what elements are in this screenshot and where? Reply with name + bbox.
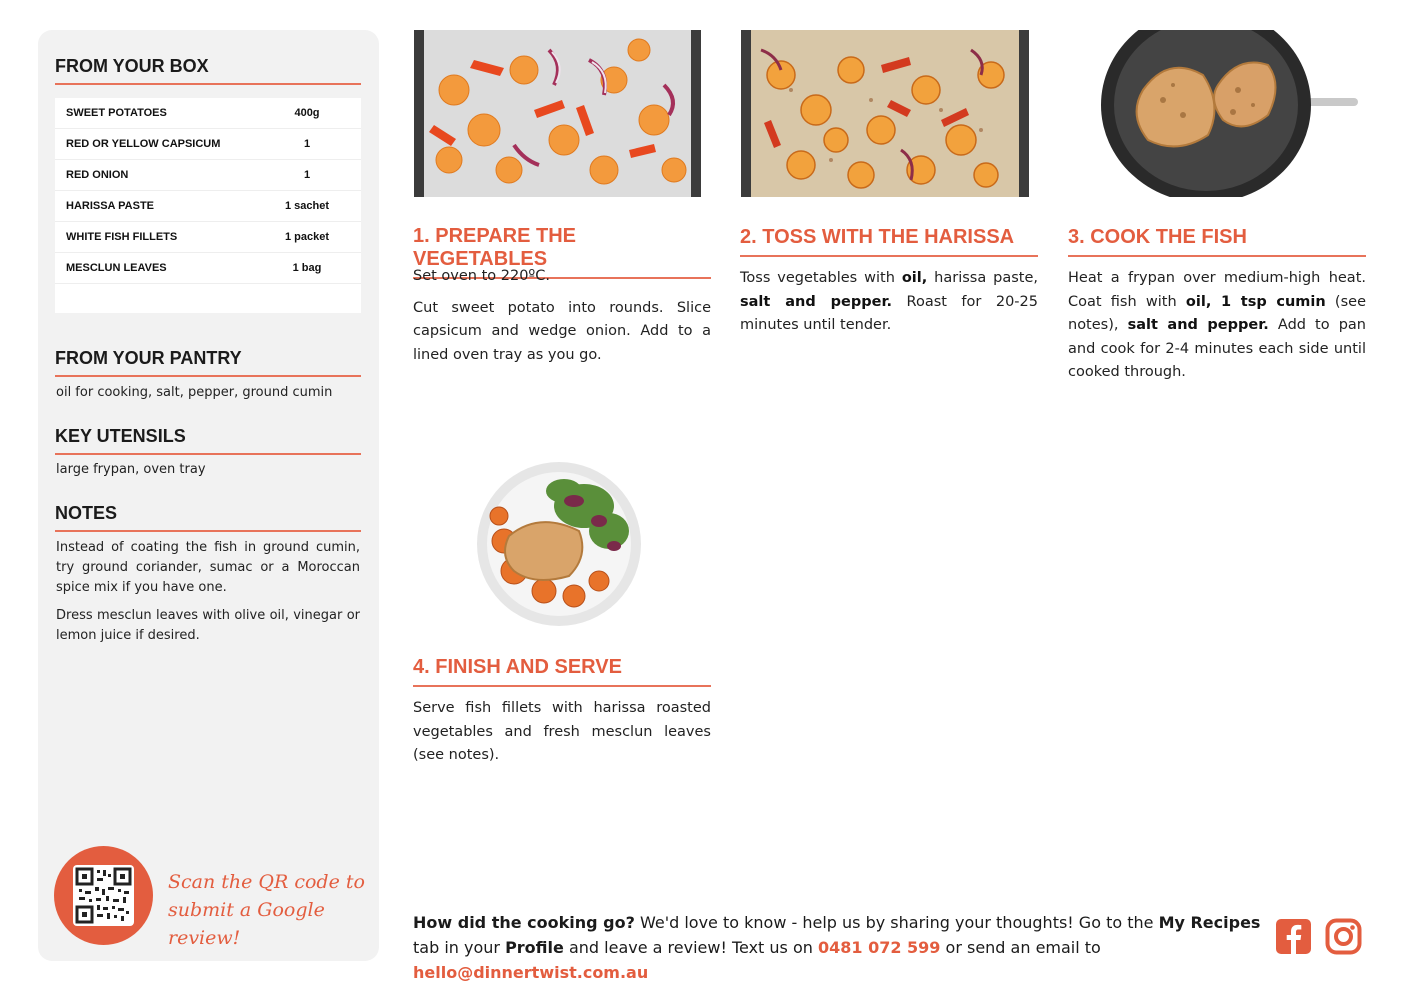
sidebar [38,30,379,961]
ingredient-name: RED ONION [66,169,129,181]
table-row [55,129,361,160]
qr-badge [54,846,153,945]
utensils-text: large frypan, oven tray [56,462,206,477]
step-4-title: 4. FINISH AND SERVE [413,656,711,687]
table-row [55,222,361,253]
key-utensils-heading: KEY UTENSILS [55,426,361,455]
step-2-body [740,267,1038,346]
step-2-photo [741,30,1029,197]
my-recipes-link[interactable]: My Recipes [1158,913,1261,932]
note-2: Dress mesclun leaves with olive oil, vinegar or lemon juice if desired. [56,608,360,643]
email-link[interactable]: hello@dinnertwist.com.au [413,963,649,982]
step-1-title: 1. PREPARE THE VEGETABLES [413,225,711,279]
ingredient-name: RED OR YELLOW CAPSICUM [66,138,221,150]
table-row [55,191,361,222]
step-1-body [413,265,711,375]
facebook-icon[interactable] [1275,918,1312,955]
step-2-title: 2. TOSS WITH THE HARISSA [740,226,1038,257]
phone-link[interactable]: 0481 072 599 [817,938,941,957]
pantry-text: oil for cooking, salt, pepper, ground cumin [56,385,333,400]
ingredients-table [55,98,361,313]
notes-heading: NOTES [55,503,361,532]
step-4-body [413,697,711,776]
step-1-photo [414,30,701,197]
from-your-pantry-heading: FROM YOUR PANTRY [55,348,361,377]
step-3-paragraph: Heat a frypan over medium-high heat. Coat fish with oil, 1 tsp cumin (see notes), salt and pepper. Add to pan and cook for 2-4 minutes each side until cooked through. [1068,270,1366,380]
ingredient-name: SWEET POTATOES [66,107,167,119]
step-3-body [1068,267,1366,393]
ingredient-qty: 1 [303,138,311,150]
from-your-box-heading: FROM YOUR BOX [55,56,361,85]
review-prompt: How did the cooking go? We'd love to know - help us by sharing your thoughts! Go to the My Recipes tab in your Profile and leave a review! Text us on 0481 072 599 or send an email to hello@dinnertwist.com.au [413,913,1261,982]
ingredient-name: HARISSA PASTE [66,200,155,212]
ingredient-name: MESCLUN LEAVES [66,262,167,274]
ingredient-qty: 1 bag [292,262,322,274]
qr-caption [168,868,368,952]
table-row [55,253,361,284]
ingredient-name: WHITE FISH FILLETS [66,231,178,243]
table-row [55,98,361,129]
note-1: Instead of coating the fish in ground cumin, try ground coriander, sumac or a Moroccan spice mix if you have one. [56,540,360,595]
qr-caption-line-2: submit a Google review! [168,899,325,949]
ingredient-qty: 1 sachet [284,200,330,212]
step-1-paragraph-2: Cut sweet potato into rounds. Slice capsicum and wedge onion. Add to a lined oven tray as you go. [413,299,711,363]
step-1-paragraph-1: Set oven to 220ºC. [413,268,550,284]
step-3-title: 3. COOK THE FISH [1068,226,1366,257]
step-3-photo [1068,30,1366,197]
ingredient-qty: 400g [294,107,320,119]
step-4-photo [474,461,644,627]
qr-code-icon [73,865,134,926]
profile-link[interactable]: Profile [505,938,564,957]
step-2-paragraph: Toss vegetables with oil, harissa paste, salt and pepper. Roast for 20-25 minutes until tender. [740,270,1038,333]
table-row [55,160,361,191]
step-4-paragraph: Serve fish fillets with harissa roasted vegetables and fresh mesclun leaves (see notes). [413,700,711,763]
review-question: How did the cooking go? [413,913,635,932]
qr-caption-line-1: Scan the QR code to [168,871,365,893]
ingredient-qty: 1 packet [284,231,330,243]
ingredient-qty: 1 [303,169,311,181]
qr-code[interactable] [73,865,134,926]
instagram-icon[interactable] [1325,918,1362,955]
